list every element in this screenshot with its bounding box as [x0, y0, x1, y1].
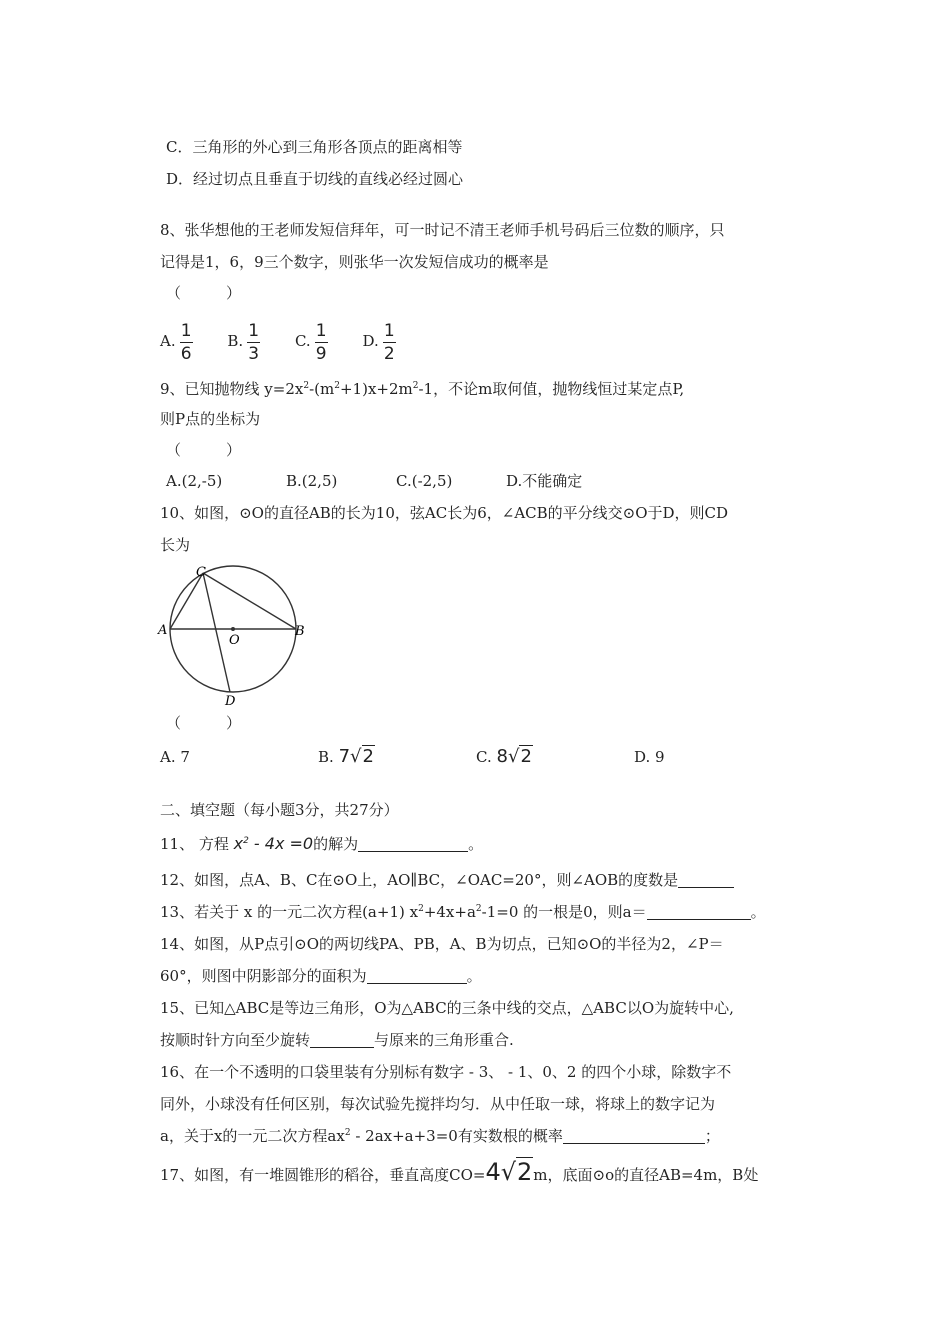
q14-line2: 60°，则图中阴影部分的面积为 。	[160, 967, 482, 985]
q12-answer-blank[interactable]	[678, 871, 734, 888]
chord-ac	[170, 573, 203, 629]
q9-stem-line1: 9、已知抛物线 $y=2x^2-(m^2+1)x+2m^2-1$，不论m取何值，抛物线恒过某定点P,	[160, 380, 685, 398]
q7-option-c: C．三角形的外心到三角形各顶点的距离相等	[166, 138, 463, 156]
label-d: D	[225, 694, 236, 709]
fraction: $\frac{1}{6}$	[180, 320, 192, 364]
q10-options	[160, 744, 665, 770]
chord-cd	[203, 573, 230, 692]
radical-expression: 4√2	[485, 1158, 533, 1186]
radical-expression: 7√2	[338, 746, 374, 767]
q10-stem-line2: 长为	[160, 536, 191, 554]
q9-options	[166, 470, 582, 492]
q8-stem-line1: 8、张华想他的王老师发短信拜年，可一时记不清王老师手机号码后三位数的顺序，只	[160, 221, 725, 239]
q7-option-d: D．经过切点且垂直于切线的直线必经过圆心	[166, 170, 464, 188]
q10-option-b: B. 7√2	[318, 746, 374, 767]
q10-option-c: C. 8√2	[476, 746, 532, 767]
q16-answer-blank[interactable]	[563, 1127, 705, 1144]
q11-answer-blank[interactable]	[358, 835, 468, 852]
label-a: A	[158, 623, 168, 638]
q9-option-a: A.(2,-5)	[166, 472, 223, 490]
q10-stem-line1: 10、如图，⊙O的直径AB的长为10，弦AC长为6，∠ACB的平分线交⊙O于D，则CD	[160, 504, 729, 522]
label-c: C	[196, 565, 206, 580]
q14-answer-blank[interactable]	[367, 967, 467, 984]
q8-options	[160, 318, 426, 363]
fraction: $\frac{1}{9}$	[315, 320, 327, 364]
q9-answer-paren: （ ）	[166, 441, 242, 459]
center-point	[231, 627, 235, 631]
q8-answer-paren: （ ）	[166, 284, 242, 302]
q11: 11、 方程 $x^2 - 4x =0$的解为 。	[160, 834, 484, 853]
q16-line3: a，关于x的一元二次方程$ax^2 - 2ax+a+3=0$有实数根的概率 ；	[160, 1127, 720, 1145]
q8-option-d: D. $\frac{1}{2}$	[362, 320, 395, 364]
q10-option-d: D. 9	[634, 748, 665, 766]
q15-line1: 15、已知△ABC是等边三角形，O为△ABC的三条中线的交点，△ABC以O为旋转中心,	[160, 999, 734, 1017]
q17-line1: 17、如图，有一堆圆锥形的稻谷，垂直高度CO=4√2m，底面⊙o的直径AB=4m，B处	[160, 1158, 759, 1186]
q16-line2: 同外，小球没有任何区别，每次试验先搅拌均匀．从中任取一球，将球上的数字记为	[160, 1095, 716, 1113]
radical-expression: 8√2	[496, 746, 532, 767]
q8-stem-line2: 记得是1，6，9三个数字，则张华一次发短信成功的概率是	[160, 253, 549, 271]
q12: 12、如图，点A、B、C在⊙O上，AO∥BC，∠OAC=20°，则∠AOB的度数是	[160, 869, 734, 891]
q10-answer-paren: （ ）	[166, 714, 242, 732]
fraction: $\frac{1}{3}$	[248, 320, 260, 364]
section-2-heading: 二、填空题（每小题3分，共27分）	[160, 801, 399, 819]
q15-line2: 按顺时针方向至少旋转 与原来的三角形重合.	[160, 1031, 514, 1049]
q13: 13、若关于 x 的一元二次方程(a+1) $x^2+4x+a^2-1=0$ 的一根是0，则a＝ 。	[160, 903, 766, 921]
label-o: O	[229, 633, 240, 648]
chord-cb	[203, 573, 296, 629]
q9-option-d: D.不能确定	[506, 472, 583, 490]
q15-answer-blank[interactable]	[310, 1031, 374, 1048]
q14-line1: 14、如图，从P点引⊙O的两切线PA、PB，A、B为切点，已知⊙O的半径为2，∠P＝	[160, 935, 724, 953]
fraction: $\frac{1}{2}$	[383, 320, 395, 364]
q10-option-a: A. 7	[160, 748, 190, 766]
q13-answer-blank[interactable]	[647, 903, 751, 920]
q9-option-b: B.(2,5)	[286, 472, 338, 490]
q9-option-c: C.(-2,5)	[396, 472, 453, 490]
equation: $x^2 - 4x =0$	[233, 834, 314, 853]
label-b: B	[295, 624, 305, 639]
q8-option-b: B. $\frac{1}{3}$	[227, 320, 260, 364]
q10-circle-figure	[150, 560, 320, 710]
q16-line1: 16、在一个不透明的口袋里装有分别标有数字 - 3、 - 1、0、2 的四个小球，除数字不	[160, 1063, 732, 1081]
q8-option-c: C. $\frac{1}{9}$	[294, 320, 327, 364]
q8-option-a: A. $\frac{1}{6}$	[160, 320, 192, 364]
q9-stem-line2: 则P点的坐标为	[160, 410, 261, 428]
